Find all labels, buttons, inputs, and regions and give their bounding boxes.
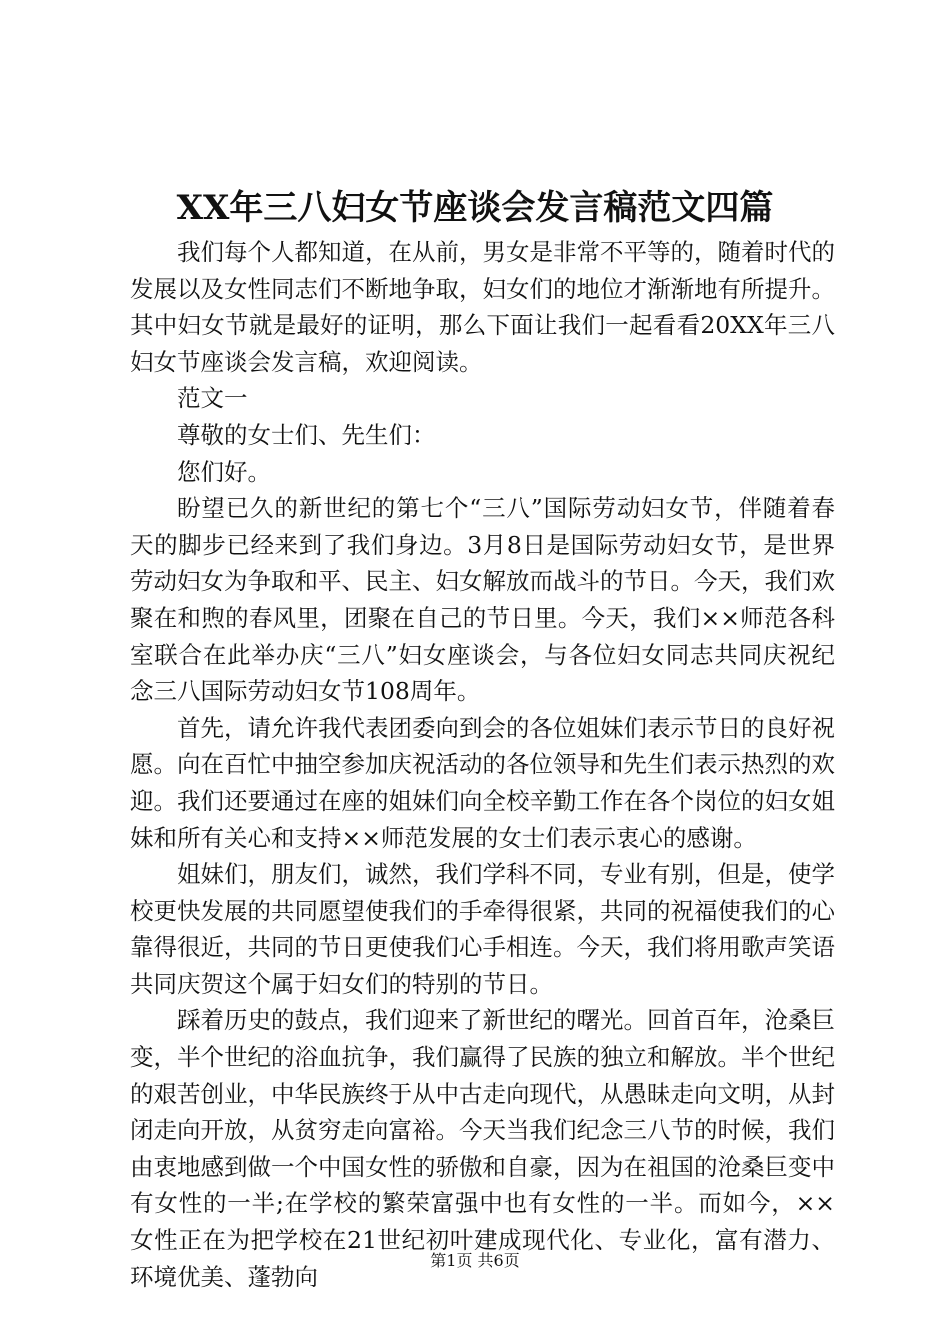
paragraph-intro: 我们每个人都知道，在从前，男女是非常不平等的，随着时代的发展以及女性同志们不断地争取，妇女们的地位才渐渐地有所提升。其中妇女节就是最好的证明，那么下面让我们一起看看20XX年三八妇女节座谈会发言稿，欢迎阅读。 [130, 238, 835, 376]
paragraph-body-4: 踩着历史的鼓点，我们迎来了新世纪的曙光。回首百年，沧桑巨变，半个世纪的浴血抗争，我们赢得了民族的独立和解放。半个世纪的艰苦创业，中华民族终于从中古走向现代，从愚昧走向文明，从封闭走向开放，从贫穷走向富裕。今天当我们纪念三八节的时候，我们由衷地感到做一个中国女性的骄傲和自豪，因为在祖国的沧桑巨变中有女性的一半;在学校的繁荣富强中也有女性的一半。而如今，××女性正在为把学校在21世纪初叶建成现代化、专业化，富有潜力、环境优美、蓬勃向 [130, 1006, 835, 1291]
paragraph-body-3: 姐妹们，朋友们，诚然，我们学科不同，专业有别，但是，使学校更快发展的共同愿望使我们的手牵得很紧，共同的祝福使我们的心靠得很近，共同的节日更使我们心手相连。今天，我们将用歌声笑语共同庆贺这个属于妇女们的特别的节日。 [130, 860, 835, 998]
paragraph-body-2: 首先，请允许我代表团委向到会的各位姐妹们表示节日的良好祝愿。向在百忙中抽空参加庆祝活动的各位领导和先生们表示热烈的欢迎。我们还要通过在座的姐妹们向全校辛勤工作在各个岗位的妇女姐妹和所有关心和支持××师范发展的女士们表示衷心的感谢。 [130, 713, 835, 852]
document-title: XX年三八妇女节座谈会发言稿范文四篇 [176, 188, 774, 228]
page-indicator: 第1页 共6页 [430, 1251, 520, 1270]
document-body [130, 234, 835, 1295]
paragraph-salutation: 尊敬的女士们、先生们： [177, 420, 436, 449]
paragraph-body-1: 盼望已久的新世纪的第七个“三八”国际劳动妇女节，伴随着春天的脚步已经来到了我们身边。3月8日是国际劳动妇女节，是世界劳动妇女为争取和平、民主、妇女解放而战斗的节日。今天，我们欢聚在和煦的春风里，团聚在自己的节日里。今天，我们××师范各科室联合在此举办庆“三八”妇女座谈会，与各位妇女同志共同庆祝纪念三八国际劳动妇女节108周年。 [130, 494, 835, 706]
paragraph-greeting: 您们好。 [177, 457, 271, 486]
paragraph-sample-heading: 范文一 [177, 384, 248, 413]
